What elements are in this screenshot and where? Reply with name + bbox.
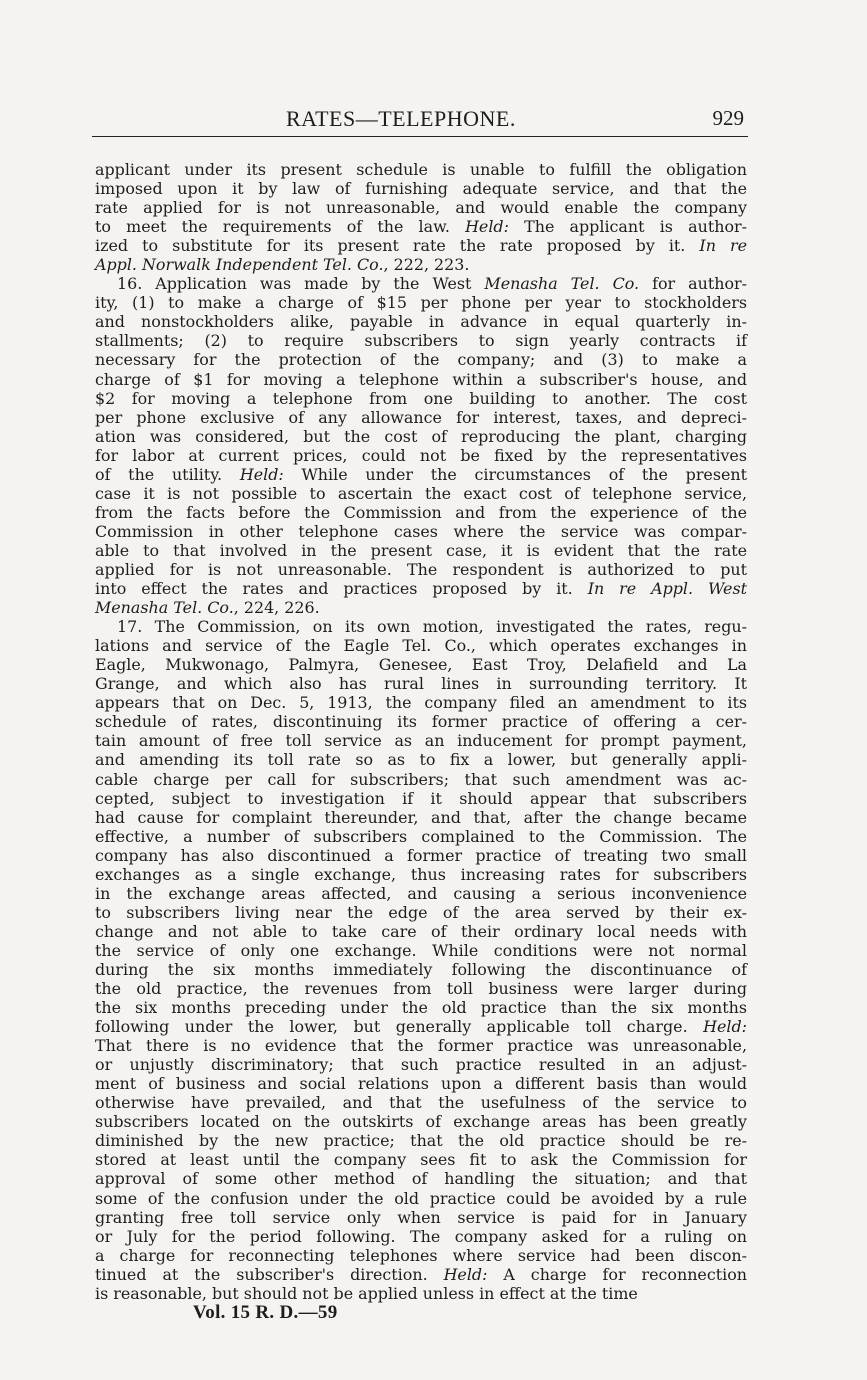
text-line: ity, (1) to make a charge of $15 per phone per year to stockholders <box>95 293 747 313</box>
text-line: diminished by the new practice; that the old practice should be re- <box>95 1131 747 1151</box>
text-line: into effect the rates and practices proposed by it. In re Appl. West <box>95 579 747 599</box>
text-line: 17. The Commission, on its own motion, investigated the rates, regu- <box>117 617 747 637</box>
text-line: or July for the period following. The company asked for a ruling on <box>95 1226 747 1246</box>
text-line: subscribers located on the outskirts of exchange areas has been greatly <box>95 1112 747 1132</box>
text-line: or unjustly discriminatory; that such practice resulted in an adjust- <box>95 1055 747 1075</box>
text-line: ation was considered, but the cost of reproducing the plant, charging <box>95 426 747 446</box>
page-number: 929 <box>712 106 744 130</box>
text-line: exchanges as a single exchange, thus increasing rates for subscribers <box>95 864 747 884</box>
text-line: the service of only one exchange. While conditions were not normal <box>95 940 747 960</box>
text-line: and nonstockholders alike, payable in advance in equal quarterly in- <box>95 312 747 332</box>
text-line: tain amount of free toll service as an inducement for prompt payment, <box>95 731 747 751</box>
text-line: applicant under its present schedule is unable to fulfill the obligation <box>95 160 747 179</box>
text-line: $2 for moving a telephone from one building to another. The cost <box>95 388 747 408</box>
text-line: appears that on Dec. 5, 1913, the company filed an amendment to its <box>95 693 747 713</box>
text-line: Commission in other telephone cases where the service was compar- <box>95 521 747 541</box>
text-line: company has also discontinued a former practice of treating two small <box>95 845 747 865</box>
running-head: RATES—TELEPHONE. <box>286 106 516 131</box>
text-line: following under the lower, but generally applicable toll charge. Held: <box>95 1017 747 1037</box>
signature-mark: Vol. 15 R. D.—59 <box>193 1302 338 1323</box>
page-header <box>92 104 748 137</box>
text-line: schedule of rates, discontinuing its former practice of offering a cer- <box>95 712 747 732</box>
text-line: Appl. Norwalk Independent Tel. Co., 222, 223. <box>95 255 470 275</box>
text-line: had cause for complaint thereunder, and that, after the change became <box>95 807 747 827</box>
text-line: imposed upon it by law of furnishing adequate service, and that the <box>95 179 747 199</box>
text-line: change and not able to take care of their ordinary local needs with <box>95 921 747 941</box>
text-line: in the exchange areas affected, and causing a serious inconvenience <box>95 883 747 903</box>
body-text <box>95 160 747 1303</box>
text-line: approval of some other method of handling the situation; and that <box>95 1169 747 1189</box>
text-line: necessary for the protection of the company; and (3) to make a <box>95 350 747 370</box>
text-line: cable charge per call for subscribers; that such amendment was ac- <box>95 769 747 789</box>
text-line: charge of $1 for moving a telephone within a subscriber's house, and <box>95 369 747 389</box>
text-line: effective, a number of subscribers complained to the Commission. The <box>95 826 747 846</box>
text-line: some of the confusion under the old practice could be avoided by a rule <box>95 1188 747 1208</box>
text-line: Menasha Tel. Co., 224, 226. <box>95 598 320 618</box>
text-line: during the six months immediately following the discontinuance of <box>95 959 747 979</box>
text-line: of the utility. Held: While under the circumstances of the present <box>95 464 747 484</box>
text-line: is reasonable, but should not be applied unless in effect at the time <box>95 1283 638 1303</box>
text-line: granting free toll service only when service is paid for in January <box>95 1207 747 1227</box>
text-line: for labor at current prices, could not be fixed by the representatives <box>95 445 747 465</box>
text-line: the six months preceding under the old practice than the six months <box>95 998 747 1018</box>
text-line: Eagle, Mukwonago, Palmyra, Genesee, East Troy, Delafield and La <box>95 655 747 675</box>
text-line: and amending its toll rate so as to fix a lower, but generally appli- <box>95 750 747 770</box>
text-line: cepted, subject to investigation if it should appear that subscribers <box>95 788 747 808</box>
text-line: otherwise have prevailed, and that the usefulness of the service to <box>95 1093 747 1113</box>
text-line: the old practice, the revenues from toll business were larger during <box>95 979 747 999</box>
text-line: a charge for reconnecting telephones where service had been discon- <box>95 1245 747 1265</box>
text-line: Grange, and which also has rural lines in surrounding territory. It <box>95 674 747 694</box>
text-line: stored at least until the company sees fit to ask the Commission for <box>95 1150 747 1170</box>
text-line: rate applied for is not unreasonable, and would enable the company <box>95 198 747 218</box>
text-line: case it is not possible to ascertain the exact cost of telephone service, <box>95 483 747 503</box>
text-line: ment of business and social relations upon a different basis than would <box>95 1074 747 1094</box>
text-line: ized to substitute for its present rate the rate proposed by it. In re <box>95 236 747 256</box>
text-line: per phone exclusive of any allowance for interest, taxes, and depreci- <box>95 407 747 427</box>
text-line: able to that involved in the present case, it is evident that the rate <box>95 540 747 560</box>
text-line: to subscribers living near the edge of the area served by their ex- <box>95 902 747 922</box>
text-line: That there is no evidence that the former practice was unreasonable, <box>95 1036 747 1056</box>
text-line: applied for is not unreasonable. The respondent is authorized to put <box>95 559 747 579</box>
text-line: from the facts before the Commission and from the experience of the <box>95 502 747 522</box>
text-line: stallments; (2) to require subscribers to sign yearly contracts if <box>95 331 747 351</box>
text-line: to meet the requirements of the law. Held: The applicant is author- <box>95 217 747 237</box>
text-line: lations and service of the Eagle Tel. Co., which operates exchanges in <box>95 636 747 656</box>
text-line: tinued at the subscriber's direction. Held: A charge for reconnection <box>95 1264 747 1284</box>
text-line: 16. Application was made by the West Menasha Tel. Co. for author- <box>117 274 747 294</box>
